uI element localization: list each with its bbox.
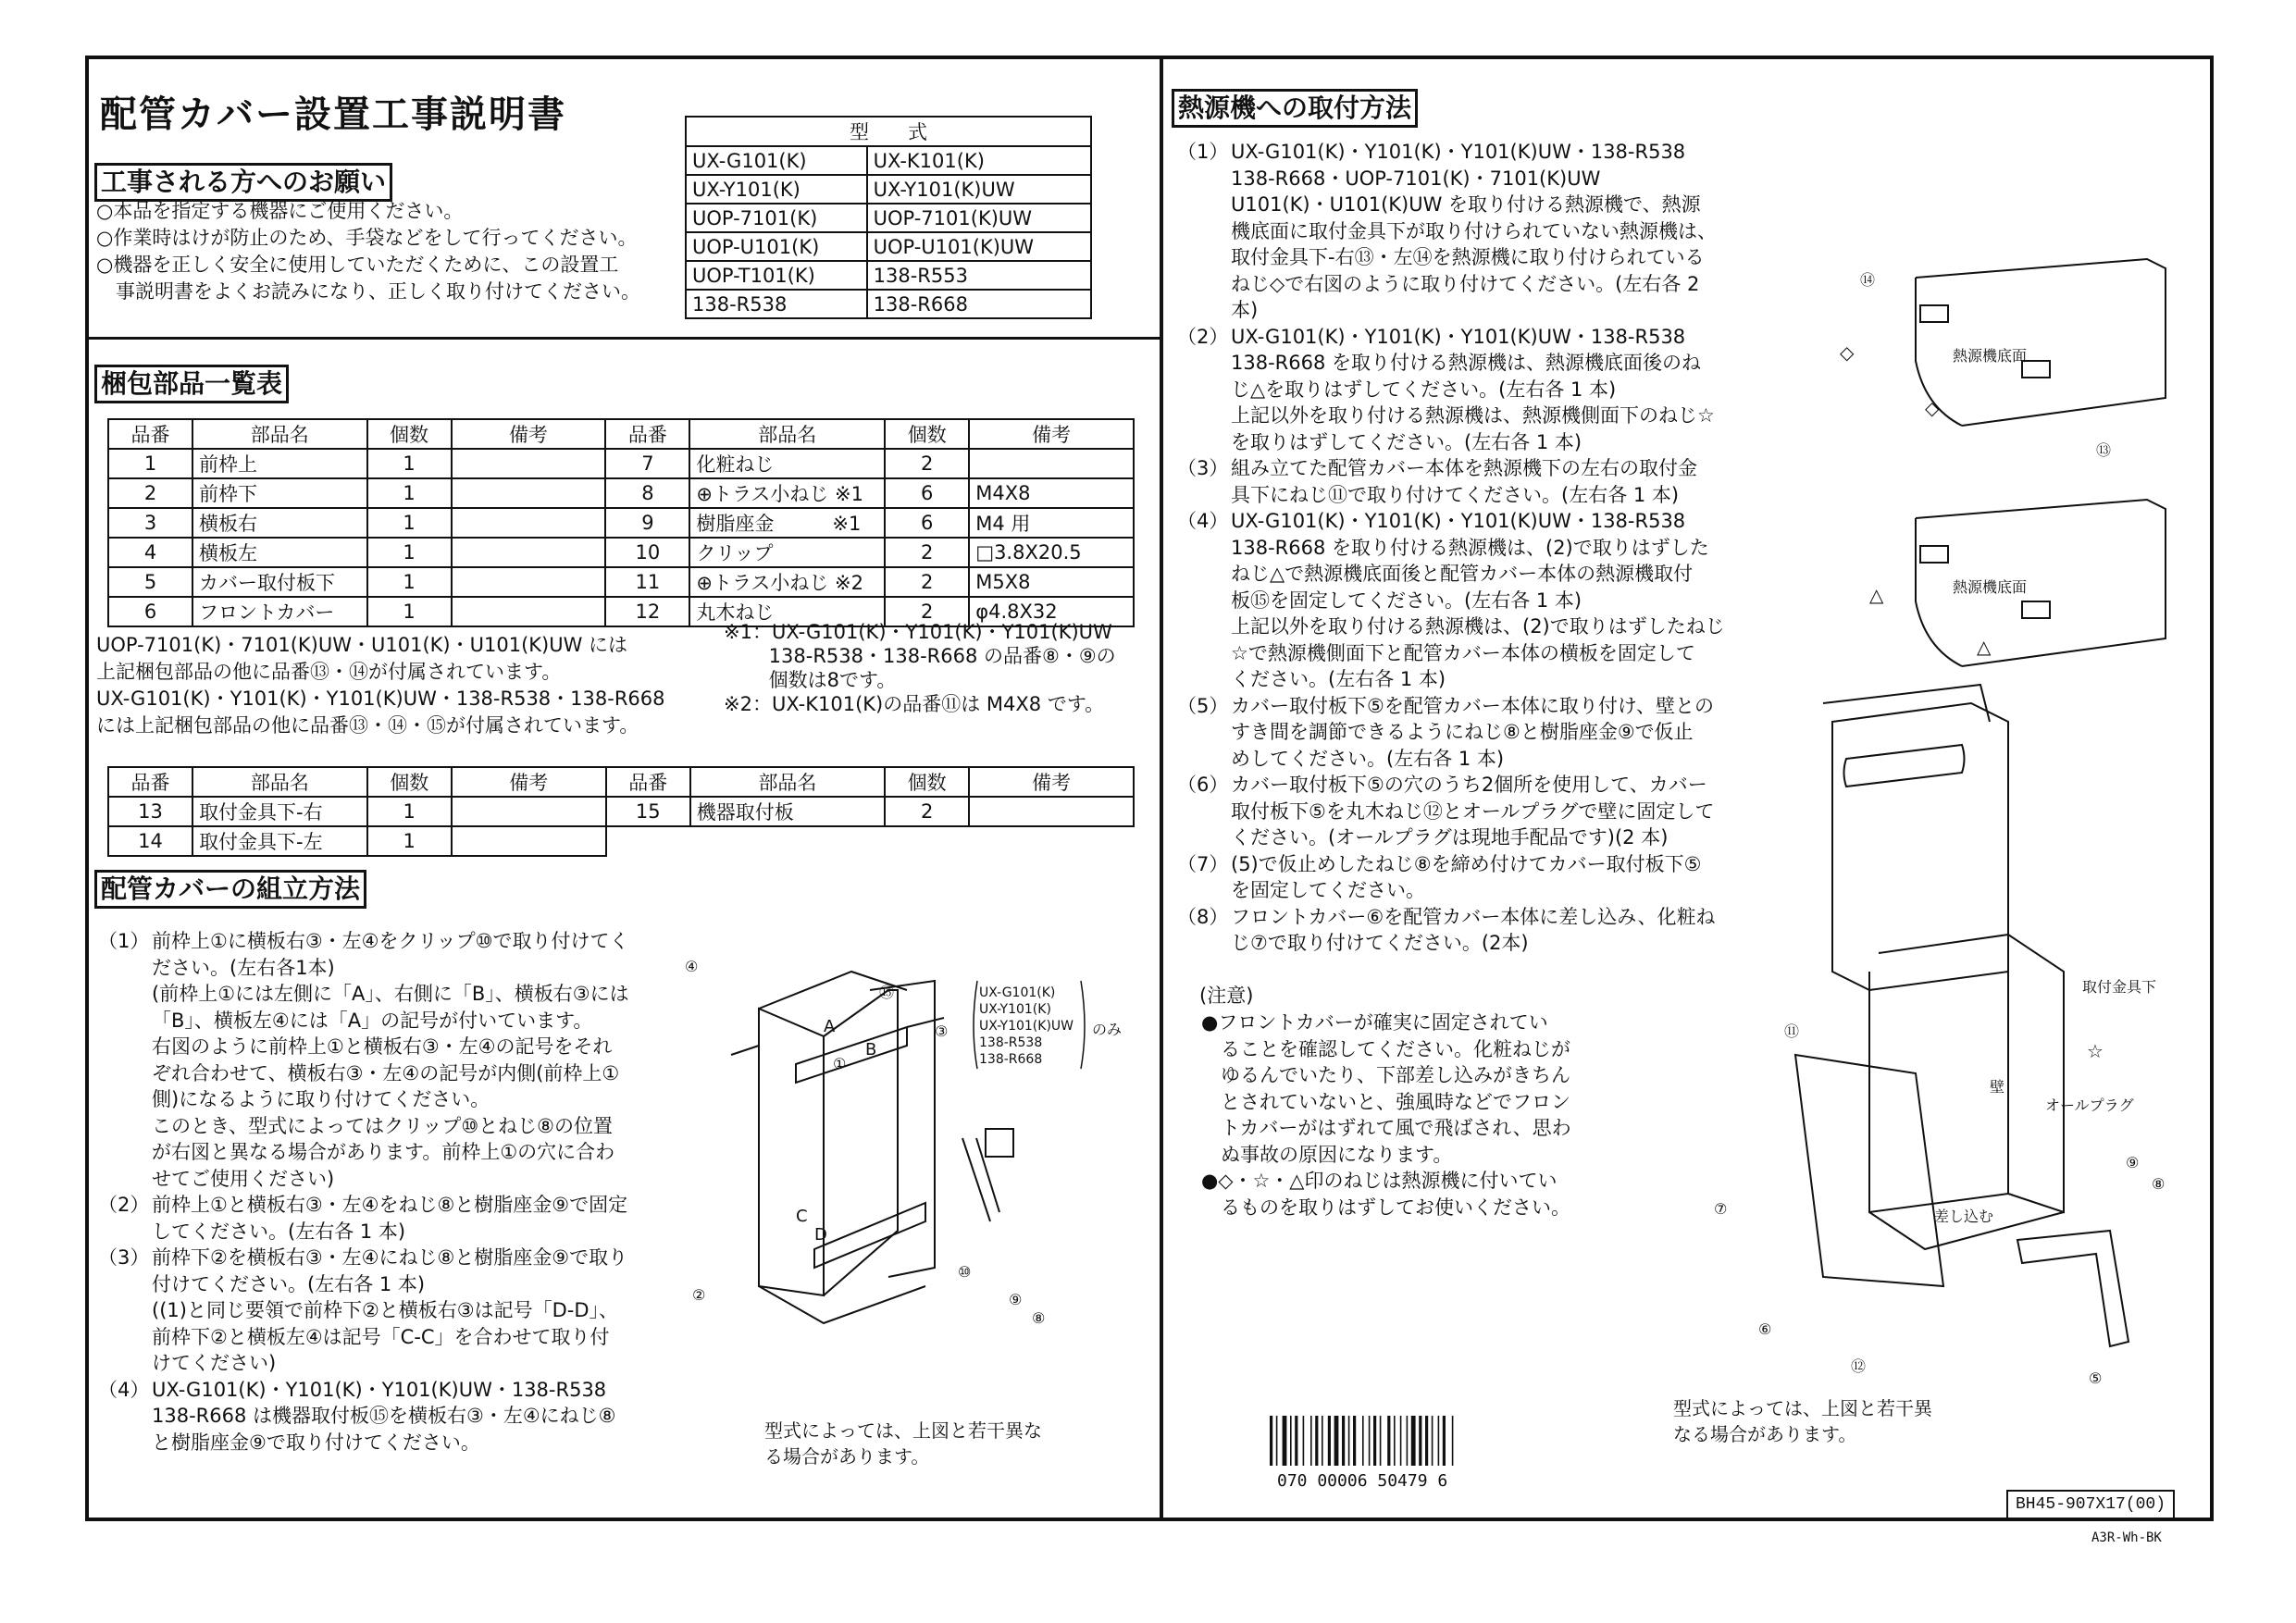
fig-diamond-2: ◇ <box>1925 397 1940 419</box>
barcode-bar <box>1270 1416 1272 1466</box>
fig-callout-9b: ⑨ <box>2126 1154 2140 1171</box>
parts-cell: 2 <box>108 478 192 508</box>
model-cell: UX-G101(K) <box>686 146 867 175</box>
parts-cell: 2 <box>885 597 969 626</box>
parts-header-row <box>108 419 1134 449</box>
fig-callout-3: ③ <box>935 1022 949 1040</box>
parts-cell: 1 <box>367 478 452 508</box>
parts-cell: 1 <box>108 449 192 478</box>
fig-model-1: UX-G101(K) <box>979 985 1056 1000</box>
step-line: UX-G101(K)・Y101(K)・Y101(K)UW・138-R538 <box>152 1378 607 1401</box>
step-number: （7） <box>1177 852 1229 875</box>
step-line: してください。(左右各 1 本) <box>152 1220 406 1243</box>
fig-label-bottom1: 熱源機底面 <box>1953 347 2028 365</box>
parts-cell: 1 <box>367 597 452 626</box>
step-number: （4） <box>98 1378 150 1401</box>
model-cell: UX-Y101(K)UW <box>867 175 1091 204</box>
parts-note-line: 138-R538・138-R668 の品番⑧・⑨の <box>724 645 1116 667</box>
parts-cell: 1 <box>367 449 452 478</box>
step-item <box>1177 508 1725 693</box>
step-number: （6） <box>1177 774 1229 796</box>
fig-callout-13: ⑬ <box>2096 441 2112 459</box>
step-line: 組み立てた配管カバー本体を熱源機下の左右の取付金 <box>1231 457 1697 479</box>
install-steps <box>1177 139 1725 957</box>
step-item <box>98 1377 629 1456</box>
parts-header-cell: 部品名 <box>690 767 885 797</box>
fig-label-bracket: 取付金具下 <box>2082 978 2157 996</box>
install-fig-caption: 型式によっては、上図と若干異 なる場合があります。 <box>1673 1397 1932 1445</box>
step-number: （3） <box>98 1246 150 1269</box>
parts-cell: 取付金具下-右 <box>192 797 367 826</box>
parts-note-right <box>724 620 1116 716</box>
model-row <box>686 290 1091 318</box>
step-line: (5)で仮止めしたねじ⑧を締め付けてカバー取付板下⑤ <box>1231 852 1702 875</box>
step-item <box>98 1192 629 1245</box>
step-line: 138-R668 を取り付ける熱源機は、熱源機底面後のね <box>1231 352 1702 374</box>
caution-line: ●フロントカバーが確実に固定されてい <box>1201 1011 1548 1034</box>
step-line: (前枠上①には左側に「A」、右側に「B」、横板右③には <box>152 983 629 1005</box>
parts-note-line: UX-G101(K)・Y101(K)・Y101(K)UW・138-R538・138-R668 <box>96 688 665 710</box>
parts-header-cell: 部品名 <box>192 419 367 449</box>
parts-cell <box>452 478 606 508</box>
parts-header-cell: 備考 <box>452 767 606 797</box>
parts-cell: 12 <box>605 597 689 626</box>
parts-cell: 前枠上 <box>192 449 367 478</box>
barcode-bar <box>1411 1416 1416 1466</box>
step-line: ください。(左右各 1 本) <box>1231 668 1446 690</box>
parts-cell <box>969 797 1134 826</box>
model-table-header: 型 式 <box>686 117 1091 146</box>
step-item <box>1177 324 1725 456</box>
parts-cell <box>969 449 1134 478</box>
caution-line: るものを取りはずしてお使いください。 <box>1201 1196 1570 1219</box>
request-line: ○機器を正しく安全に使用していただくために、この設置工 <box>96 254 619 276</box>
step-item <box>1177 455 1725 508</box>
parts-cell: 7 <box>605 449 689 478</box>
parts-note-line: 個数は8です。 <box>724 669 897 691</box>
parts-cell: 11 <box>605 567 689 597</box>
barcode-bar <box>1334 1416 1339 1466</box>
fig-label-insert: 差し込む <box>1934 1208 1994 1225</box>
fig-letter-b: B <box>865 1040 877 1059</box>
barcode-bar <box>1452 1416 1454 1466</box>
document-title: 配管カバー設置工事説明書 <box>100 93 566 136</box>
parts-cell: 2 <box>885 567 969 597</box>
parts-cell: 1 <box>367 567 452 597</box>
barcode-bar <box>1322 1416 1323 1466</box>
section-divider <box>85 337 1161 340</box>
parts-cell: 化粧ねじ <box>689 449 885 478</box>
parts-header-cell: 品番 <box>605 419 689 449</box>
step-line: を固定してください。 <box>1231 879 1425 901</box>
fig-callout-4: ④ <box>685 958 699 975</box>
step-item <box>98 928 629 1192</box>
step-line: 前枠下②を横板右③・左④にねじ⑧と樹脂座金⑨で取り <box>152 1246 628 1269</box>
parts-note-line: UOP-7101(K)・7101(K)UW・U101(K)・U101(K)UW には <box>96 634 628 656</box>
barcode <box>1270 1416 1483 1466</box>
fig-label-plug: オールプラグ <box>2045 1096 2134 1114</box>
parts-cell <box>452 567 606 597</box>
parts-header-row <box>108 767 1134 797</box>
parts-header-cell: 備考 <box>969 767 1134 797</box>
step-line: を取りはずしてください。(左右各 1 本) <box>1231 430 1582 453</box>
fig-model-4: 138-R538 <box>979 1035 1043 1050</box>
assembly-steps <box>98 928 629 1456</box>
parts-cell: 樹脂座金 ※1 <box>689 508 885 538</box>
fig-callout-12: ⑫ <box>1851 1357 1867 1375</box>
parts-header-cell: 品番 <box>606 767 690 797</box>
fig-callout-2: ② <box>692 1286 706 1304</box>
column-divider <box>1160 56 1163 1521</box>
step-number: （2） <box>1177 325 1229 348</box>
step-line: フロントカバー⑥を配管カバー本体に差し込み、化粧ね <box>1231 905 1716 928</box>
step-item <box>1177 693 1725 773</box>
barcode-bar <box>1348 1416 1350 1466</box>
parts-cell: カバー取付板下 <box>192 567 367 597</box>
parts-row <box>108 826 1134 856</box>
barcode-bar <box>1443 1416 1446 1466</box>
parts-row <box>108 449 1134 478</box>
step-line: ねじ◇で右図のように取り付けてください。(左右各 2 <box>1231 272 1700 295</box>
fig-triangle-1: △ <box>1869 584 1884 606</box>
parts-note-line: ※2：UX-K101(K)の品番⑪は M4X8 です。 <box>724 693 1105 715</box>
step-line: 138-R668 を取り付ける熱源機は、(2)で取りはずした <box>1231 536 1709 559</box>
fig-callout-15: ⑮ <box>879 984 895 1001</box>
fig-model-3: UX-Y101(K)UW <box>979 1019 1074 1034</box>
step-line: 付けてください。(左右各 1 本) <box>152 1272 426 1295</box>
model-cell: UOP-U101(K) <box>686 232 867 261</box>
barcode-bar <box>1283 1416 1287 1466</box>
step-number: （4） <box>1177 510 1229 532</box>
model-cell: UOP-U101(K)UW <box>867 232 1091 261</box>
parts-cell: φ4.8X32 <box>969 597 1134 626</box>
step-item <box>1177 904 1725 957</box>
parts-cell: 1 <box>367 797 452 826</box>
step-number: （3） <box>1177 457 1229 479</box>
parts-cell: 10 <box>605 538 689 567</box>
step-line: と樹脂座金⑨で取り付けてください。 <box>152 1431 480 1454</box>
parts-cell: 2 <box>885 538 969 567</box>
caution-notes <box>1201 1010 1571 1220</box>
barcode-bar <box>1438 1416 1440 1466</box>
fig-callout-6: ⑥ <box>1758 1320 1772 1338</box>
parts-cell: 丸木ねじ <box>689 597 885 626</box>
barcode-bar <box>1295 1416 1297 1466</box>
fig-letter-c: C <box>796 1207 808 1226</box>
step-line: ねじ△で熱源機底面後と配管カバー本体の熱源機取付 <box>1231 563 1694 585</box>
request-heading: 工事される方へのお願い <box>94 163 392 202</box>
barcode-bar <box>1373 1416 1376 1466</box>
parts-table <box>107 418 1135 627</box>
parts-cell: 6 <box>885 508 969 538</box>
model-cell: 138-R668 <box>867 290 1091 318</box>
step-line: UX-G101(K)・Y101(K)・Y101(K)UW・138-R538 <box>1231 325 1686 348</box>
caution-line: とされていないと、強風時などでフロン <box>1201 1090 1570 1113</box>
parts-header-cell: 備考 <box>452 419 606 449</box>
step-line: UX-G101(K)・Y101(K)・Y101(K)UW・138-R538 <box>1231 141 1686 163</box>
barcode-number: 070 00006 50479 6 <box>1277 1471 1448 1491</box>
parts-cell <box>452 797 606 826</box>
fig-triangle-2: △ <box>1977 636 1992 658</box>
fig-callout-14: ⑭ <box>1860 271 1876 289</box>
step-line: 前枠下②と横板左④は記号「C-C」を合わせて取り付 <box>152 1325 610 1348</box>
assembly-fig-caption: 型式によっては、上図と若干異な る場合があります。 <box>764 1419 1042 1468</box>
parts-note-left <box>96 632 665 739</box>
parts-cell: 1 <box>367 826 452 856</box>
caution-line: ゆるんでいたり、下部差し込みがきちん <box>1201 1064 1570 1086</box>
parts-header-cell: 個数 <box>367 767 452 797</box>
parts-cell: M4X8 <box>969 478 1134 508</box>
model-cell: UOP-7101(K)UW <box>867 204 1091 232</box>
barcode-bar <box>1419 1416 1421 1466</box>
install-heading: 熱源機への取付方法 <box>1172 89 1418 128</box>
step-line: すき間を調節できるようにねじ⑧と樹脂座金⑨で仮止 <box>1231 721 1694 743</box>
barcode-bar <box>1276 1416 1278 1466</box>
caution-title: (注意) <box>1199 985 1254 1007</box>
request-line: ○作業時はけが防止のため、手袋などをして行ってください。 <box>96 227 638 249</box>
fig-callout-8: ⑧ <box>1032 1309 1046 1327</box>
barcode-bar <box>1432 1416 1433 1466</box>
step-line: 取付板下⑤を丸木ねじ⑫とオールプラグで壁に固定して <box>1231 799 1715 823</box>
caution-line: ることを確認してください。化粧ねじが <box>1201 1037 1570 1060</box>
parts-row <box>108 797 1134 826</box>
model-row <box>686 146 1091 175</box>
parts-table-2 <box>107 766 1135 857</box>
step-item <box>1177 772 1725 851</box>
fig-label-wall: 壁 <box>1990 1078 2005 1096</box>
model-table <box>685 116 1092 319</box>
parts-header-cell: 部品名 <box>192 767 367 797</box>
parts-heading: 梱包部品一覧表 <box>94 365 289 403</box>
parts-header-cell: 部品名 <box>689 419 885 449</box>
parts-cell: 4 <box>108 538 192 567</box>
step-line: ☆で熱源機側面下と配管カバー本体の横板を固定して <box>1231 641 1695 664</box>
parts-header-cell: 品番 <box>108 419 192 449</box>
step-line: 「B」、横板左④には「A」の記号が付いています。 <box>152 1009 593 1032</box>
barcode-bar <box>1353 1416 1356 1466</box>
parts-cell: 5 <box>108 567 192 597</box>
parts-note-line: ※1：UX-G101(K)・Y101(K)・Y101(K)UW <box>724 621 1112 643</box>
fig-star: ☆ <box>2087 1040 2104 1062</box>
fig-diamond-1: ◇ <box>1840 341 1855 364</box>
fig-model-5: 138-R668 <box>979 1052 1043 1067</box>
step-line: 138-R668 は機器取付板⑮を横板右③・左④にねじ⑧ <box>152 1405 616 1427</box>
barcode-bar <box>1290 1416 1292 1466</box>
parts-cell: □3.8X20.5 <box>969 538 1134 567</box>
print-code: A3R-Wh-BK <box>2091 1530 2162 1545</box>
step-line: が右図と異なる場合があります。前枠上①の穴に合わ <box>152 1141 615 1163</box>
barcode-bar <box>1369 1416 1371 1466</box>
step-number: （1） <box>98 930 150 952</box>
step-line: 前枠上①に横板右③・左④をクリップ⑩で取り付けてく <box>152 930 629 952</box>
barcode-bar <box>1407 1416 1409 1466</box>
step-line: せてご使用ください) <box>152 1167 335 1190</box>
step-line: ぞれ合わせて、横板右③・左④の記号が内側(前枠上① <box>152 1061 620 1084</box>
barcode-bar <box>1425 1416 1428 1466</box>
parts-row <box>108 567 1134 597</box>
fig-label-bottom2: 熱源機底面 <box>1953 578 2028 596</box>
parts-header-cell: 個数 <box>885 419 969 449</box>
fig-callout-8b: ⑧ <box>2152 1175 2166 1193</box>
parts-cell: 14 <box>108 826 192 856</box>
model-cell: 138-R538 <box>686 290 867 318</box>
step-item <box>1177 851 1725 904</box>
step-line: 上記以外を取り付ける熱源機は、(2)で取りはずしたねじ <box>1231 615 1725 638</box>
step-number: （2） <box>98 1194 150 1216</box>
fig-callout-11: ⑪ <box>1784 1022 1800 1040</box>
step-line: 板⑮を固定してください。(左右各 1 本) <box>1231 588 1582 612</box>
barcode-bar <box>1342 1416 1345 1466</box>
parts-header-cell: 個数 <box>367 419 452 449</box>
parts-cell: 2 <box>885 449 969 478</box>
parts-cell: 2 <box>885 797 969 826</box>
parts-cell: 3 <box>108 508 192 538</box>
barcode-bar <box>1362 1416 1364 1466</box>
caution-line: ぬ事故の原因になります。 <box>1201 1143 1453 1166</box>
parts-cell: M4 用 <box>969 508 1134 538</box>
step-number: （5） <box>1177 694 1229 717</box>
step-line: 前枠上①と横板右③・左④をねじ⑧と樹脂座金⑨で固定 <box>152 1194 628 1216</box>
model-cell: UOP-7101(K) <box>686 204 867 232</box>
barcode-bar <box>1328 1416 1331 1466</box>
parts-cell: 6 <box>885 478 969 508</box>
barcode-bar <box>1310 1416 1312 1466</box>
barcode-bar <box>1400 1416 1402 1466</box>
step-item <box>1177 139 1725 324</box>
parts-cell <box>452 508 606 538</box>
parts-cell: クリップ <box>689 538 885 567</box>
barcode-bar <box>1315 1416 1318 1466</box>
barcode-bar <box>1394 1416 1396 1466</box>
step-line: 機底面に取付金具下が取り付けられていない熱源機は、 <box>1231 219 1717 242</box>
step-line: 具下にねじ⑪で取り付けてください。(左右各 1 本) <box>1231 483 1680 506</box>
step-line: カバー取付板下⑤を配管カバー本体に取り付け、壁との <box>1231 694 1714 717</box>
parts-cell: ⊕トラス小ねじ ※1 <box>689 478 885 508</box>
install-diagram <box>1714 241 2184 1443</box>
barcode-bar <box>1303 1416 1305 1466</box>
model-row <box>686 204 1091 232</box>
step-line: ((1)と同じ要領で前枠下②と横板右③は記号「D-D」、 <box>152 1299 619 1321</box>
parts-row <box>108 508 1134 538</box>
step-number: （1） <box>1177 141 1229 163</box>
step-line: ください。(オールプラグは現地手配品です)(2 本) <box>1231 826 1669 849</box>
fig-callout-1: ① <box>833 1055 847 1072</box>
step-line: 上記以外を取り付ける熱源機は、熱源機側面下のねじ☆ <box>1231 404 1715 427</box>
barcode-bar <box>1387 1416 1390 1466</box>
fig-callout-9: ⑨ <box>1009 1291 1023 1308</box>
caution-line: トカバーがはずれて風で飛ばされ、思わ <box>1201 1117 1571 1139</box>
step-line: このとき、型式によってはクリップ⑩とねじ⑧の位置 <box>152 1114 613 1137</box>
fig-callout-7: ⑦ <box>1714 1200 1728 1218</box>
caution-line: ●◇・☆・△印のねじは熱源機に付いてい <box>1201 1170 1558 1192</box>
barcode-bar <box>1380 1416 1382 1466</box>
step-line: 138-R668・UOP-7101(K)・7101(K)UW <box>1231 167 1601 190</box>
step-line: けてください) <box>152 1352 277 1374</box>
request-line: ○本品を指定する機器にご使用ください。 <box>96 200 464 222</box>
parts-cell: 1 <box>367 538 452 567</box>
fig-only-label: のみ <box>1092 1021 1123 1038</box>
fig-model-2: UX-Y101(K) <box>979 1002 1051 1017</box>
parts-cell: 9 <box>605 508 689 538</box>
step-line: 取付金具下-右⑬・左⑭を熱源機に取り付けられている <box>1231 246 1705 268</box>
fig-callout-5: ⑤ <box>2089 1369 2103 1387</box>
model-cell: UX-K101(K) <box>867 146 1091 175</box>
parts-cell: ⊕トラス小ねじ ※2 <box>689 567 885 597</box>
parts-cell: 8 <box>605 478 689 508</box>
assembly-heading: 配管カバーの組立方法 <box>94 870 366 909</box>
parts-note-line: には上記梱包部品の他に品番⑬・⑭・⑮が付属されています。 <box>96 714 639 737</box>
step-line: 右図のように前枠上①と横板右③・左④の記号をそれ <box>152 1035 613 1058</box>
parts-header-cell: 品番 <box>108 767 192 797</box>
parts-cell <box>452 826 606 856</box>
parts-cell <box>452 449 606 478</box>
step-line: ださい。(左右各1本) <box>152 956 335 979</box>
parts-cell <box>452 538 606 567</box>
step-line: UX-G101(K)・Y101(K)・Y101(K)UW・138-R538 <box>1231 510 1686 532</box>
model-cell: UOP-T101(K) <box>686 261 867 290</box>
request-notes <box>96 198 640 305</box>
model-cell: UX-Y101(K) <box>686 175 867 204</box>
parts-row <box>108 538 1134 567</box>
parts-cell: 機器取付板 <box>690 797 885 826</box>
step-line: じ△を取りはずしてください。(左右各 1 本) <box>1231 378 1617 401</box>
parts-cell: 13 <box>108 797 192 826</box>
step-line: めしてください。(左右各 1 本) <box>1231 747 1505 770</box>
model-cell: 138-R553 <box>867 261 1091 290</box>
step-line: 本) <box>1231 299 1259 321</box>
parts-cell: 前枠下 <box>192 478 367 508</box>
parts-cell: 取付金具下-左 <box>192 826 367 856</box>
fig-callout-10: ⑩ <box>958 1263 972 1281</box>
model-row <box>686 232 1091 261</box>
parts-cell: 横板左 <box>192 538 367 567</box>
parts-cell: フロントカバー <box>192 597 367 626</box>
parts-header-cell: 備考 <box>969 419 1134 449</box>
parts-row <box>108 478 1134 508</box>
step-line: カバー取付板下⑤の穴のうち2個所を使用して、カバー <box>1231 774 1707 796</box>
parts-cell: M5X8 <box>969 567 1134 597</box>
step-item <box>98 1245 629 1377</box>
parts-note-line: 上記梱包部品の他に品番⑬・⑭が付属されています。 <box>96 661 562 683</box>
parts-header-cell: 個数 <box>885 767 969 797</box>
step-line: じ⑦で取り付けてください。(2本) <box>1231 932 1529 954</box>
document-code: BH45-907X17(00) <box>2006 1490 2175 1519</box>
request-line: 事説明書をよくお読みになり、正しく取り付けてください。 <box>96 280 640 303</box>
step-number: （8） <box>1177 905 1229 928</box>
step-line: 側)になるように取り付けてください。 <box>152 1088 490 1110</box>
parts-cell: 横板右 <box>192 508 367 538</box>
parts-cell: 6 <box>108 597 192 626</box>
fig-letter-d: D <box>814 1225 827 1245</box>
parts-cell: 15 <box>606 797 690 826</box>
assembly-diagram <box>685 953 1148 1342</box>
parts-cell: 1 <box>367 508 452 538</box>
model-row <box>686 261 1091 290</box>
fig-letter-a: A <box>824 1017 836 1036</box>
step-line: U101(K)・U101(K)UW を取り付ける熱源機で、熱源 <box>1231 193 1701 216</box>
model-row <box>686 175 1091 204</box>
parts-cell <box>452 597 606 626</box>
